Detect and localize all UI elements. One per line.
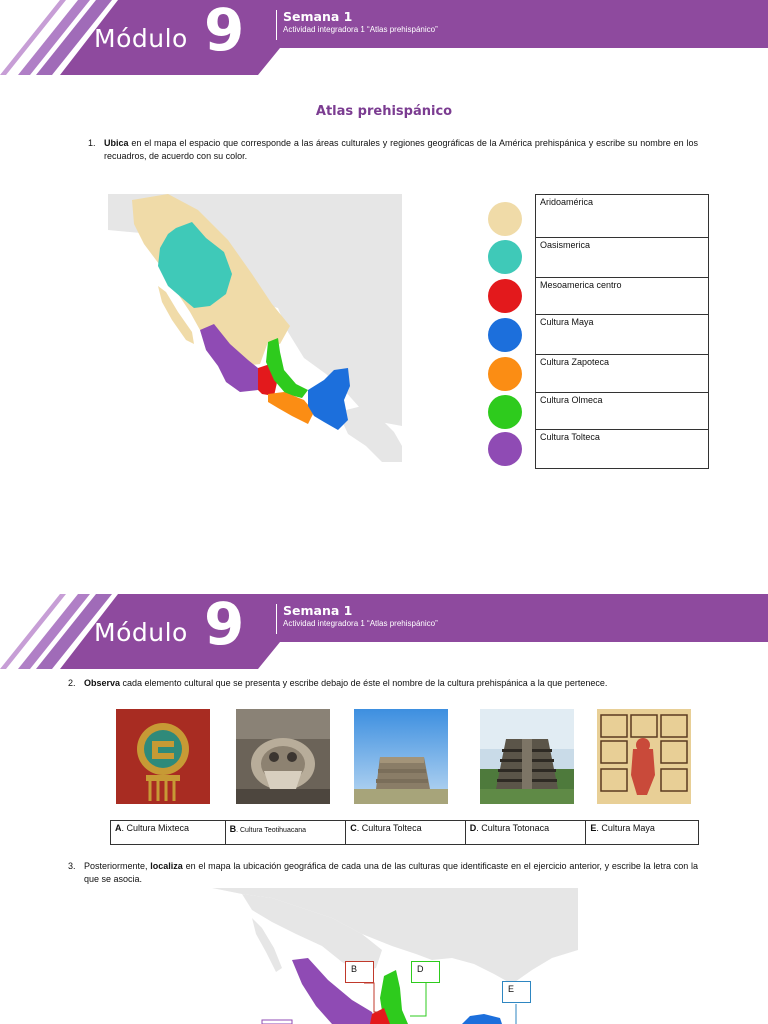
map-cultural-areas [108, 194, 402, 462]
question-3 [68, 860, 698, 886]
culture-letter: B [229, 824, 237, 834]
question-2 [68, 677, 698, 690]
legend-label: Aridoamérica [540, 197, 594, 207]
document-title: Atlas prehispánico [315, 104, 453, 119]
week-block [276, 604, 438, 634]
legend-row[interactable] [536, 315, 708, 355]
culture-letter: A [115, 823, 122, 833]
legend-label: Oasismerica [540, 240, 591, 250]
photo-mixteca-shield [116, 709, 210, 804]
module-word: Módulo [94, 24, 188, 53]
photo-maya-codex [597, 709, 691, 804]
question-2-text: cada elemento cultural que se presenta y escribe debajo de éste el nombre de la cultura prehispánica a la que pertenece. [120, 678, 608, 688]
legend-dot-0 [488, 202, 522, 236]
legend-dot-6 [488, 432, 522, 466]
module-word: Módulo [94, 618, 188, 647]
culture-cell-c[interactable] [346, 821, 466, 844]
legend-row[interactable] [536, 393, 708, 430]
week-title: Semana 1 [283, 603, 353, 618]
map-label-e[interactable] [502, 981, 531, 1003]
legend-row[interactable] [536, 238, 708, 278]
culture-cell-d[interactable] [466, 821, 587, 844]
question-1-number: 1. [88, 138, 96, 148]
photo-teotihuacan-serpent [236, 709, 330, 804]
module-number: 9 [204, 590, 245, 658]
question-2-verb: Observa [84, 678, 121, 688]
culture-letter: E [590, 823, 597, 833]
legend-label: Cultura Zapoteca [540, 357, 610, 367]
photo-tolteca-pyramid [354, 709, 448, 804]
question-3-pre: Posteriormente, [84, 861, 151, 871]
map-label-text: B [351, 964, 358, 974]
legend-label: Cultura Olmeca [540, 395, 603, 405]
legend-dot-3 [488, 318, 522, 352]
culture-letter: D [469, 823, 477, 833]
culture-cell-a[interactable] [111, 821, 226, 844]
map-label-text: D [417, 964, 424, 974]
legend-row[interactable] [536, 195, 708, 238]
activity-subtitle: Actividad integradora 1 “Atlas prehispánico” [283, 619, 438, 628]
culture-cell-e[interactable] [586, 821, 698, 844]
week-block [276, 10, 438, 40]
legend-row[interactable] [536, 430, 708, 468]
legend-dot-2 [488, 279, 522, 313]
culture-letter: C [350, 823, 357, 833]
question-1-verb: Ubica [104, 138, 129, 148]
legend-dot-4 [488, 357, 522, 391]
map-label-d[interactable] [411, 961, 440, 983]
legend-label: Mesoamerica centro [540, 280, 622, 290]
culture-name: . Cultura Totonaca [476, 823, 550, 833]
photo-totonaca-pyramid [480, 709, 574, 804]
culture-name: . Cultura Mixteca [121, 823, 190, 833]
culture-name: . Cultura Tolteca [356, 823, 422, 833]
culture-name: . Cultura Maya [596, 823, 655, 833]
legend-row[interactable] [536, 355, 708, 393]
week-title: Semana 1 [283, 9, 353, 24]
question-3-number: 3. [68, 861, 76, 871]
culture-cell-b[interactable] [226, 821, 347, 844]
culture-name: . Cultura Teotihuacana [236, 827, 307, 834]
map-label-b[interactable] [345, 961, 374, 983]
legend-label: Cultura Maya [540, 317, 594, 327]
map-cultures-location [212, 888, 578, 1024]
question-1 [88, 137, 698, 163]
question-3-verb: localiza [150, 861, 183, 871]
map-label-text: E [508, 984, 515, 994]
legend-dot-1 [488, 240, 522, 274]
question-2-number: 2. [68, 678, 76, 688]
legend-label: Cultura Tolteca [540, 432, 600, 442]
question-3-text: en el mapa la ubicación geográfica de cada una de las culturas que identificaste en el ejercicio anterior, y escribe la letra con la que se asocia. [84, 861, 698, 884]
legend-dot-5 [488, 395, 522, 429]
legend-row[interactable] [536, 278, 708, 315]
header-banner-page-2 [0, 590, 768, 669]
question-1-text: en el mapa el espacio que corresponde a las áreas culturales y regiones geográficas de la América prehispánica y escribe su nombre en los recuadros, de acuerdo con su color. [104, 138, 698, 161]
legend-table [535, 194, 709, 469]
cultures-table [110, 820, 699, 845]
module-number: 9 [204, 0, 245, 64]
activity-subtitle: Actividad integradora 1 “Atlas prehispánico” [283, 25, 438, 34]
header-banner [0, 0, 768, 75]
